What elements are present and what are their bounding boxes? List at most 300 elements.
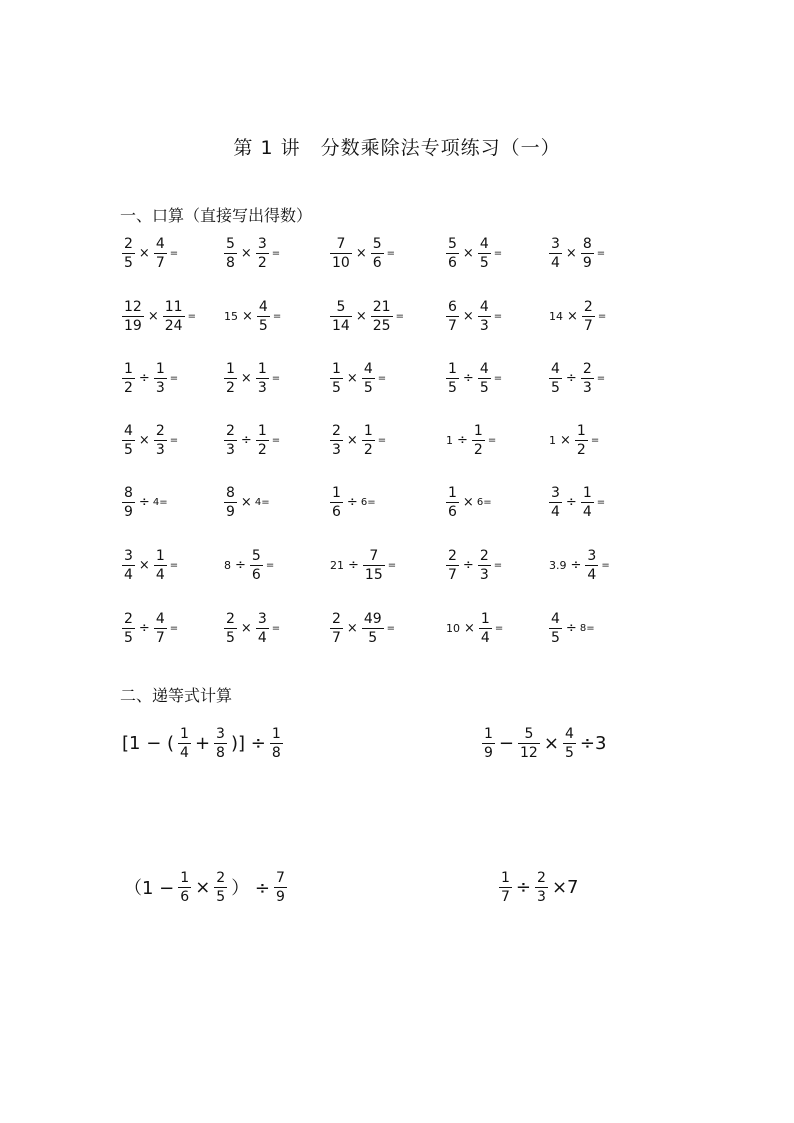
oral-calc-problem bbox=[547, 603, 596, 653]
fraction-bar bbox=[499, 887, 512, 888]
fraction bbox=[478, 362, 491, 395]
operator: × bbox=[138, 245, 150, 261]
equals-sign: = bbox=[493, 372, 503, 384]
denominator: 7 bbox=[155, 629, 165, 646]
fraction-bar bbox=[224, 440, 237, 441]
oral-calc-row bbox=[0, 477, 794, 527]
fraction-bar bbox=[581, 253, 594, 254]
oral-calc-problem bbox=[547, 353, 606, 403]
oral-calc-problem bbox=[547, 415, 600, 465]
denominator: 4 bbox=[480, 629, 490, 646]
fraction-bar bbox=[563, 743, 576, 744]
denominator: 3 bbox=[155, 441, 165, 458]
fraction-bar bbox=[371, 253, 384, 254]
denominator: 4 bbox=[551, 503, 560, 520]
numerator: 3 bbox=[124, 547, 133, 564]
oral-calc-problem bbox=[222, 477, 271, 527]
denominator: 6 bbox=[251, 566, 261, 583]
integer: 3.9 bbox=[549, 558, 567, 572]
equals-sign: 4= bbox=[254, 496, 270, 508]
fraction bbox=[585, 549, 598, 582]
numerator: 1 bbox=[484, 725, 493, 742]
operator: × bbox=[240, 620, 252, 636]
fraction bbox=[518, 727, 540, 760]
fraction-bar bbox=[478, 316, 491, 317]
numerator: 4 bbox=[479, 298, 489, 315]
oral-calc-problem bbox=[328, 603, 396, 653]
fraction bbox=[274, 871, 287, 904]
fraction-bar bbox=[256, 440, 269, 441]
oral-calc-problem bbox=[444, 540, 503, 590]
operator: ÷ bbox=[570, 557, 582, 573]
oral-calc-problem bbox=[444, 228, 503, 278]
operator: × bbox=[355, 308, 367, 324]
step-calc-problem bbox=[497, 862, 580, 912]
numerator: 8 bbox=[124, 484, 133, 501]
oral-calc-problem bbox=[120, 477, 169, 527]
fraction-bar bbox=[581, 502, 594, 503]
fraction-bar bbox=[256, 628, 269, 629]
fraction bbox=[154, 362, 167, 395]
fraction-bar bbox=[446, 253, 459, 254]
fraction-bar bbox=[122, 565, 135, 566]
fraction bbox=[371, 237, 384, 270]
denominator: 3 bbox=[582, 379, 592, 396]
fraction bbox=[178, 727, 191, 760]
fraction bbox=[362, 612, 384, 645]
oral-calc-problem bbox=[222, 415, 281, 465]
denominator: 4 bbox=[155, 566, 165, 583]
fraction-bar bbox=[549, 378, 562, 379]
denominator: 2 bbox=[576, 441, 586, 458]
numerator: 4 bbox=[551, 360, 560, 377]
equals-sign: = bbox=[395, 310, 404, 322]
numerator: 1 bbox=[124, 360, 133, 377]
fraction bbox=[214, 727, 227, 760]
fraction-bar bbox=[257, 316, 270, 317]
operator: ÷ bbox=[346, 494, 358, 510]
denominator: 9 bbox=[226, 503, 235, 520]
oral-calc-problem bbox=[328, 291, 405, 341]
fraction-bar bbox=[256, 378, 269, 379]
fraction bbox=[122, 549, 135, 582]
oral-calc-row bbox=[0, 228, 794, 278]
operator: × bbox=[462, 308, 474, 324]
operator: ÷ bbox=[515, 876, 532, 898]
denominator: 6 bbox=[372, 254, 382, 271]
fraction bbox=[472, 424, 485, 457]
fraction bbox=[330, 300, 352, 333]
integer: 15 bbox=[224, 309, 238, 323]
section-oral-calc-heading: 一、口算（直接写出得数） bbox=[120, 206, 313, 225]
integer: 1 bbox=[446, 433, 453, 447]
equals-sign: = bbox=[596, 247, 606, 259]
operator: × bbox=[242, 308, 253, 324]
fraction bbox=[154, 549, 167, 582]
fraction bbox=[482, 727, 495, 760]
operator: ÷ bbox=[348, 557, 359, 573]
operator: ÷ bbox=[462, 370, 474, 386]
fraction bbox=[122, 486, 135, 519]
fraction bbox=[549, 237, 562, 270]
numerator: 49 bbox=[363, 610, 382, 627]
denominator: 5 bbox=[551, 379, 560, 396]
denominator: 5 bbox=[479, 379, 489, 396]
operator: × bbox=[543, 732, 559, 754]
fraction bbox=[330, 362, 343, 395]
fraction-bar bbox=[446, 565, 459, 566]
operator: ÷ bbox=[138, 620, 150, 636]
oral-calc-problem bbox=[328, 353, 387, 403]
fraction-bar bbox=[122, 253, 135, 254]
numerator: 2 bbox=[124, 235, 133, 252]
numerator: 1 bbox=[501, 869, 510, 886]
operator: （1 − bbox=[124, 878, 175, 899]
integer: 10 bbox=[446, 621, 460, 635]
step-calc-problem bbox=[122, 862, 289, 912]
fraction bbox=[535, 871, 548, 904]
fraction bbox=[330, 612, 343, 645]
oral-calc-problem bbox=[328, 540, 397, 590]
denominator: 9 bbox=[276, 888, 285, 905]
operator: )] ÷ bbox=[230, 732, 266, 754]
fraction-bar bbox=[535, 887, 548, 888]
fraction-bar bbox=[270, 743, 283, 744]
numerator: 21 bbox=[372, 298, 391, 315]
fraction bbox=[256, 362, 269, 395]
equals-sign: = bbox=[493, 247, 503, 259]
denominator: 2 bbox=[257, 254, 267, 271]
numerator: 3 bbox=[257, 235, 267, 252]
oral-calc-problem bbox=[444, 603, 504, 653]
fraction bbox=[122, 300, 144, 333]
denominator: 10 bbox=[332, 254, 350, 271]
numerator: 12 bbox=[124, 298, 142, 315]
numerator: 8 bbox=[226, 484, 235, 501]
oral-calc-problem bbox=[444, 353, 503, 403]
denominator: 5 bbox=[124, 441, 133, 458]
fraction-bar bbox=[330, 440, 343, 441]
denominator: 3 bbox=[537, 888, 546, 905]
equals-sign: = bbox=[169, 622, 179, 634]
denominator: 9 bbox=[124, 503, 133, 520]
fraction bbox=[256, 237, 269, 270]
equals-sign: = bbox=[169, 247, 179, 259]
numerator: 4 bbox=[363, 360, 373, 377]
fraction bbox=[122, 424, 135, 457]
fraction-bar bbox=[214, 887, 227, 888]
fraction-bar bbox=[122, 628, 135, 629]
integer: 8 bbox=[224, 558, 231, 572]
fraction-bar bbox=[178, 887, 191, 888]
operator: ÷ bbox=[462, 557, 474, 573]
denominator: 7 bbox=[448, 566, 457, 583]
numerator: 1 bbox=[332, 360, 341, 377]
operator: × bbox=[346, 370, 358, 386]
denominator: 4 bbox=[257, 629, 267, 646]
fraction-bar bbox=[122, 440, 135, 441]
operator: × bbox=[464, 620, 475, 636]
equals-sign: = bbox=[493, 559, 503, 571]
equals-sign: 4= bbox=[152, 496, 168, 508]
equals-sign: = bbox=[271, 247, 281, 259]
denominator: 3 bbox=[257, 379, 267, 396]
fraction bbox=[581, 362, 594, 395]
fraction bbox=[446, 237, 459, 270]
numerator: 1 bbox=[480, 610, 490, 627]
fraction-bar bbox=[478, 565, 491, 566]
fraction bbox=[224, 486, 237, 519]
operator: × bbox=[195, 876, 211, 898]
oral-calc-problem bbox=[222, 291, 282, 341]
fraction bbox=[330, 486, 343, 519]
denominator: 5 bbox=[564, 744, 574, 761]
equals-sign: = bbox=[169, 372, 179, 384]
denominator: 4 bbox=[124, 566, 133, 583]
fraction bbox=[478, 549, 491, 582]
fraction-bar bbox=[154, 628, 167, 629]
fraction-bar bbox=[224, 628, 237, 629]
fraction-bar bbox=[214, 743, 227, 744]
operator: × bbox=[346, 620, 358, 636]
denominator: 2 bbox=[363, 441, 373, 458]
denominator: 5 bbox=[258, 317, 268, 334]
equals-sign: = bbox=[487, 434, 497, 446]
operator: − bbox=[498, 732, 515, 754]
denominator: 6 bbox=[448, 254, 457, 271]
operator: ÷ bbox=[565, 370, 577, 386]
denominator: 5 bbox=[124, 629, 133, 646]
oral-calc-row bbox=[0, 353, 794, 403]
fraction bbox=[581, 237, 594, 270]
fraction bbox=[549, 612, 562, 645]
numerator: 6 bbox=[448, 298, 457, 315]
equals-sign: = bbox=[169, 434, 179, 446]
operator: ÷ bbox=[138, 370, 150, 386]
equals-sign: = bbox=[187, 310, 196, 322]
denominator: 3 bbox=[479, 317, 489, 334]
denominator: 4 bbox=[582, 503, 592, 520]
oral-calc-problem bbox=[222, 353, 281, 403]
oral-calc-problem bbox=[547, 228, 606, 278]
fraction bbox=[549, 486, 562, 519]
denominator: 5 bbox=[368, 629, 378, 646]
numerator: 4 bbox=[155, 235, 165, 252]
fraction-bar bbox=[154, 440, 167, 441]
fraction-bar bbox=[446, 378, 459, 379]
numerator: 4 bbox=[124, 422, 133, 439]
fraction-bar bbox=[446, 316, 459, 317]
fraction-bar bbox=[362, 628, 384, 629]
operator: ÷ bbox=[138, 494, 150, 510]
denominator: 7 bbox=[155, 254, 165, 271]
fraction-bar bbox=[256, 253, 269, 254]
denominator: 3 bbox=[332, 441, 341, 458]
denominator: 3 bbox=[479, 566, 489, 583]
fraction bbox=[446, 300, 459, 333]
oral-calc-problem bbox=[120, 353, 179, 403]
denominator: 25 bbox=[372, 317, 391, 334]
fraction-bar bbox=[549, 502, 562, 503]
fraction bbox=[499, 871, 512, 904]
operator: × bbox=[462, 245, 474, 261]
equals-sign: = bbox=[271, 434, 281, 446]
operator: ÷ bbox=[565, 494, 577, 510]
oral-calc-row bbox=[0, 603, 794, 653]
numerator: 4 bbox=[551, 610, 560, 627]
numerator: 2 bbox=[583, 298, 593, 315]
fraction-bar bbox=[330, 253, 352, 254]
operator: ÷ bbox=[240, 432, 252, 448]
fraction bbox=[582, 300, 595, 333]
denominator: 8 bbox=[226, 254, 235, 271]
numerator: 2 bbox=[226, 610, 235, 627]
operator: × bbox=[462, 494, 474, 510]
numerator: 2 bbox=[582, 360, 592, 377]
fraction-bar bbox=[330, 316, 352, 317]
fraction-bar bbox=[518, 743, 540, 744]
fraction-bar bbox=[362, 440, 375, 441]
numerator: 3 bbox=[216, 725, 225, 742]
fraction bbox=[224, 362, 237, 395]
denominator: 15 bbox=[364, 566, 383, 583]
numerator: 1 bbox=[257, 360, 267, 377]
equals-sign: = bbox=[386, 247, 396, 259]
denominator: 5 bbox=[226, 629, 235, 646]
fraction bbox=[478, 300, 491, 333]
oral-calc-problem bbox=[120, 291, 197, 341]
oral-calc-problem bbox=[328, 415, 387, 465]
fraction-bar bbox=[163, 316, 185, 317]
denominator: 6 bbox=[448, 503, 457, 520]
numerator: 4 bbox=[258, 298, 268, 315]
operator: × bbox=[346, 432, 358, 448]
denominator: 3 bbox=[226, 441, 235, 458]
numerator: 3 bbox=[587, 547, 597, 564]
fraction-bar bbox=[363, 565, 385, 566]
fraction-bar bbox=[224, 378, 237, 379]
fraction bbox=[446, 549, 459, 582]
denominator: 4 bbox=[587, 566, 597, 583]
equals-sign: = bbox=[265, 559, 275, 571]
numerator: 2 bbox=[448, 547, 457, 564]
oral-calc-problem bbox=[328, 477, 377, 527]
fraction bbox=[154, 612, 167, 645]
oral-calc-row bbox=[0, 415, 794, 465]
denominator: 14 bbox=[332, 317, 350, 334]
oral-calc-problem bbox=[120, 603, 179, 653]
fraction-bar bbox=[330, 378, 343, 379]
denominator: 5 bbox=[332, 379, 341, 396]
operator: × bbox=[567, 308, 578, 324]
numerator: 11 bbox=[164, 298, 183, 315]
fraction-bar bbox=[362, 378, 375, 379]
operator: ×7 bbox=[551, 876, 579, 898]
numerator: 1 bbox=[180, 725, 189, 742]
fraction bbox=[250, 549, 263, 582]
fraction-bar bbox=[330, 502, 343, 503]
fraction-bar bbox=[482, 743, 495, 744]
equals-sign: = bbox=[493, 310, 503, 322]
numerator: 1 bbox=[576, 422, 586, 439]
denominator: 7 bbox=[332, 629, 341, 646]
fraction-bar bbox=[581, 378, 594, 379]
numerator: 3 bbox=[551, 235, 560, 252]
numerator: 2 bbox=[124, 610, 133, 627]
oral-calc-problem bbox=[444, 415, 497, 465]
numerator: 5 bbox=[336, 298, 346, 315]
fraction bbox=[549, 362, 562, 395]
denominator: 6 bbox=[180, 888, 190, 905]
fraction bbox=[257, 300, 270, 333]
fraction-bar bbox=[274, 887, 287, 888]
operator: × bbox=[355, 245, 367, 261]
fraction-bar bbox=[479, 628, 492, 629]
fraction bbox=[446, 362, 459, 395]
oral-calc-problem bbox=[444, 477, 493, 527]
denominator: 5 bbox=[551, 629, 560, 646]
equals-sign: = bbox=[377, 434, 387, 446]
integer: 1 bbox=[549, 433, 556, 447]
oral-calc-row bbox=[0, 540, 794, 590]
fraction-bar bbox=[478, 378, 491, 379]
fraction bbox=[224, 237, 237, 270]
fraction bbox=[154, 424, 167, 457]
fraction-bar bbox=[224, 253, 237, 254]
fraction bbox=[122, 362, 135, 395]
operator: ÷ bbox=[565, 620, 577, 636]
equals-sign: = bbox=[386, 622, 396, 634]
integer: 21 bbox=[330, 558, 344, 572]
fraction-bar bbox=[582, 316, 595, 317]
denominator: 19 bbox=[124, 317, 142, 334]
numerator: 2 bbox=[332, 422, 341, 439]
denominator: 4 bbox=[551, 254, 560, 271]
fraction bbox=[478, 237, 491, 270]
section-step-calc-heading: 二、递等式计算 bbox=[120, 686, 233, 705]
denominator: 6 bbox=[332, 503, 341, 520]
numerator: 2 bbox=[155, 422, 165, 439]
numerator: 7 bbox=[336, 235, 346, 252]
equals-sign: = bbox=[272, 310, 282, 322]
fraction-bar bbox=[549, 253, 562, 254]
oral-calc-problem bbox=[547, 291, 607, 341]
numerator: 7 bbox=[276, 869, 285, 886]
denominator: 8 bbox=[216, 744, 225, 761]
fraction-bar bbox=[154, 378, 167, 379]
numerator: 1 bbox=[257, 422, 267, 439]
numerator: 1 bbox=[448, 360, 457, 377]
fraction bbox=[178, 871, 191, 904]
numerator: 2 bbox=[226, 422, 235, 439]
numerator: 2 bbox=[479, 547, 489, 564]
numerator: 3 bbox=[551, 484, 560, 501]
fraction bbox=[371, 300, 393, 333]
numerator: 8 bbox=[582, 235, 592, 252]
denominator: 24 bbox=[164, 317, 183, 334]
operator: ） ÷ bbox=[231, 878, 271, 899]
numerator: 1 bbox=[271, 725, 281, 742]
fraction bbox=[214, 871, 227, 904]
numerator: 4 bbox=[479, 235, 489, 252]
denominator: 8 bbox=[271, 744, 281, 761]
operator: ÷ bbox=[457, 432, 468, 448]
fraction bbox=[362, 362, 375, 395]
equals-sign: = bbox=[169, 559, 179, 571]
fraction bbox=[479, 612, 492, 645]
oral-calc-problem bbox=[328, 228, 396, 278]
fraction bbox=[446, 486, 459, 519]
